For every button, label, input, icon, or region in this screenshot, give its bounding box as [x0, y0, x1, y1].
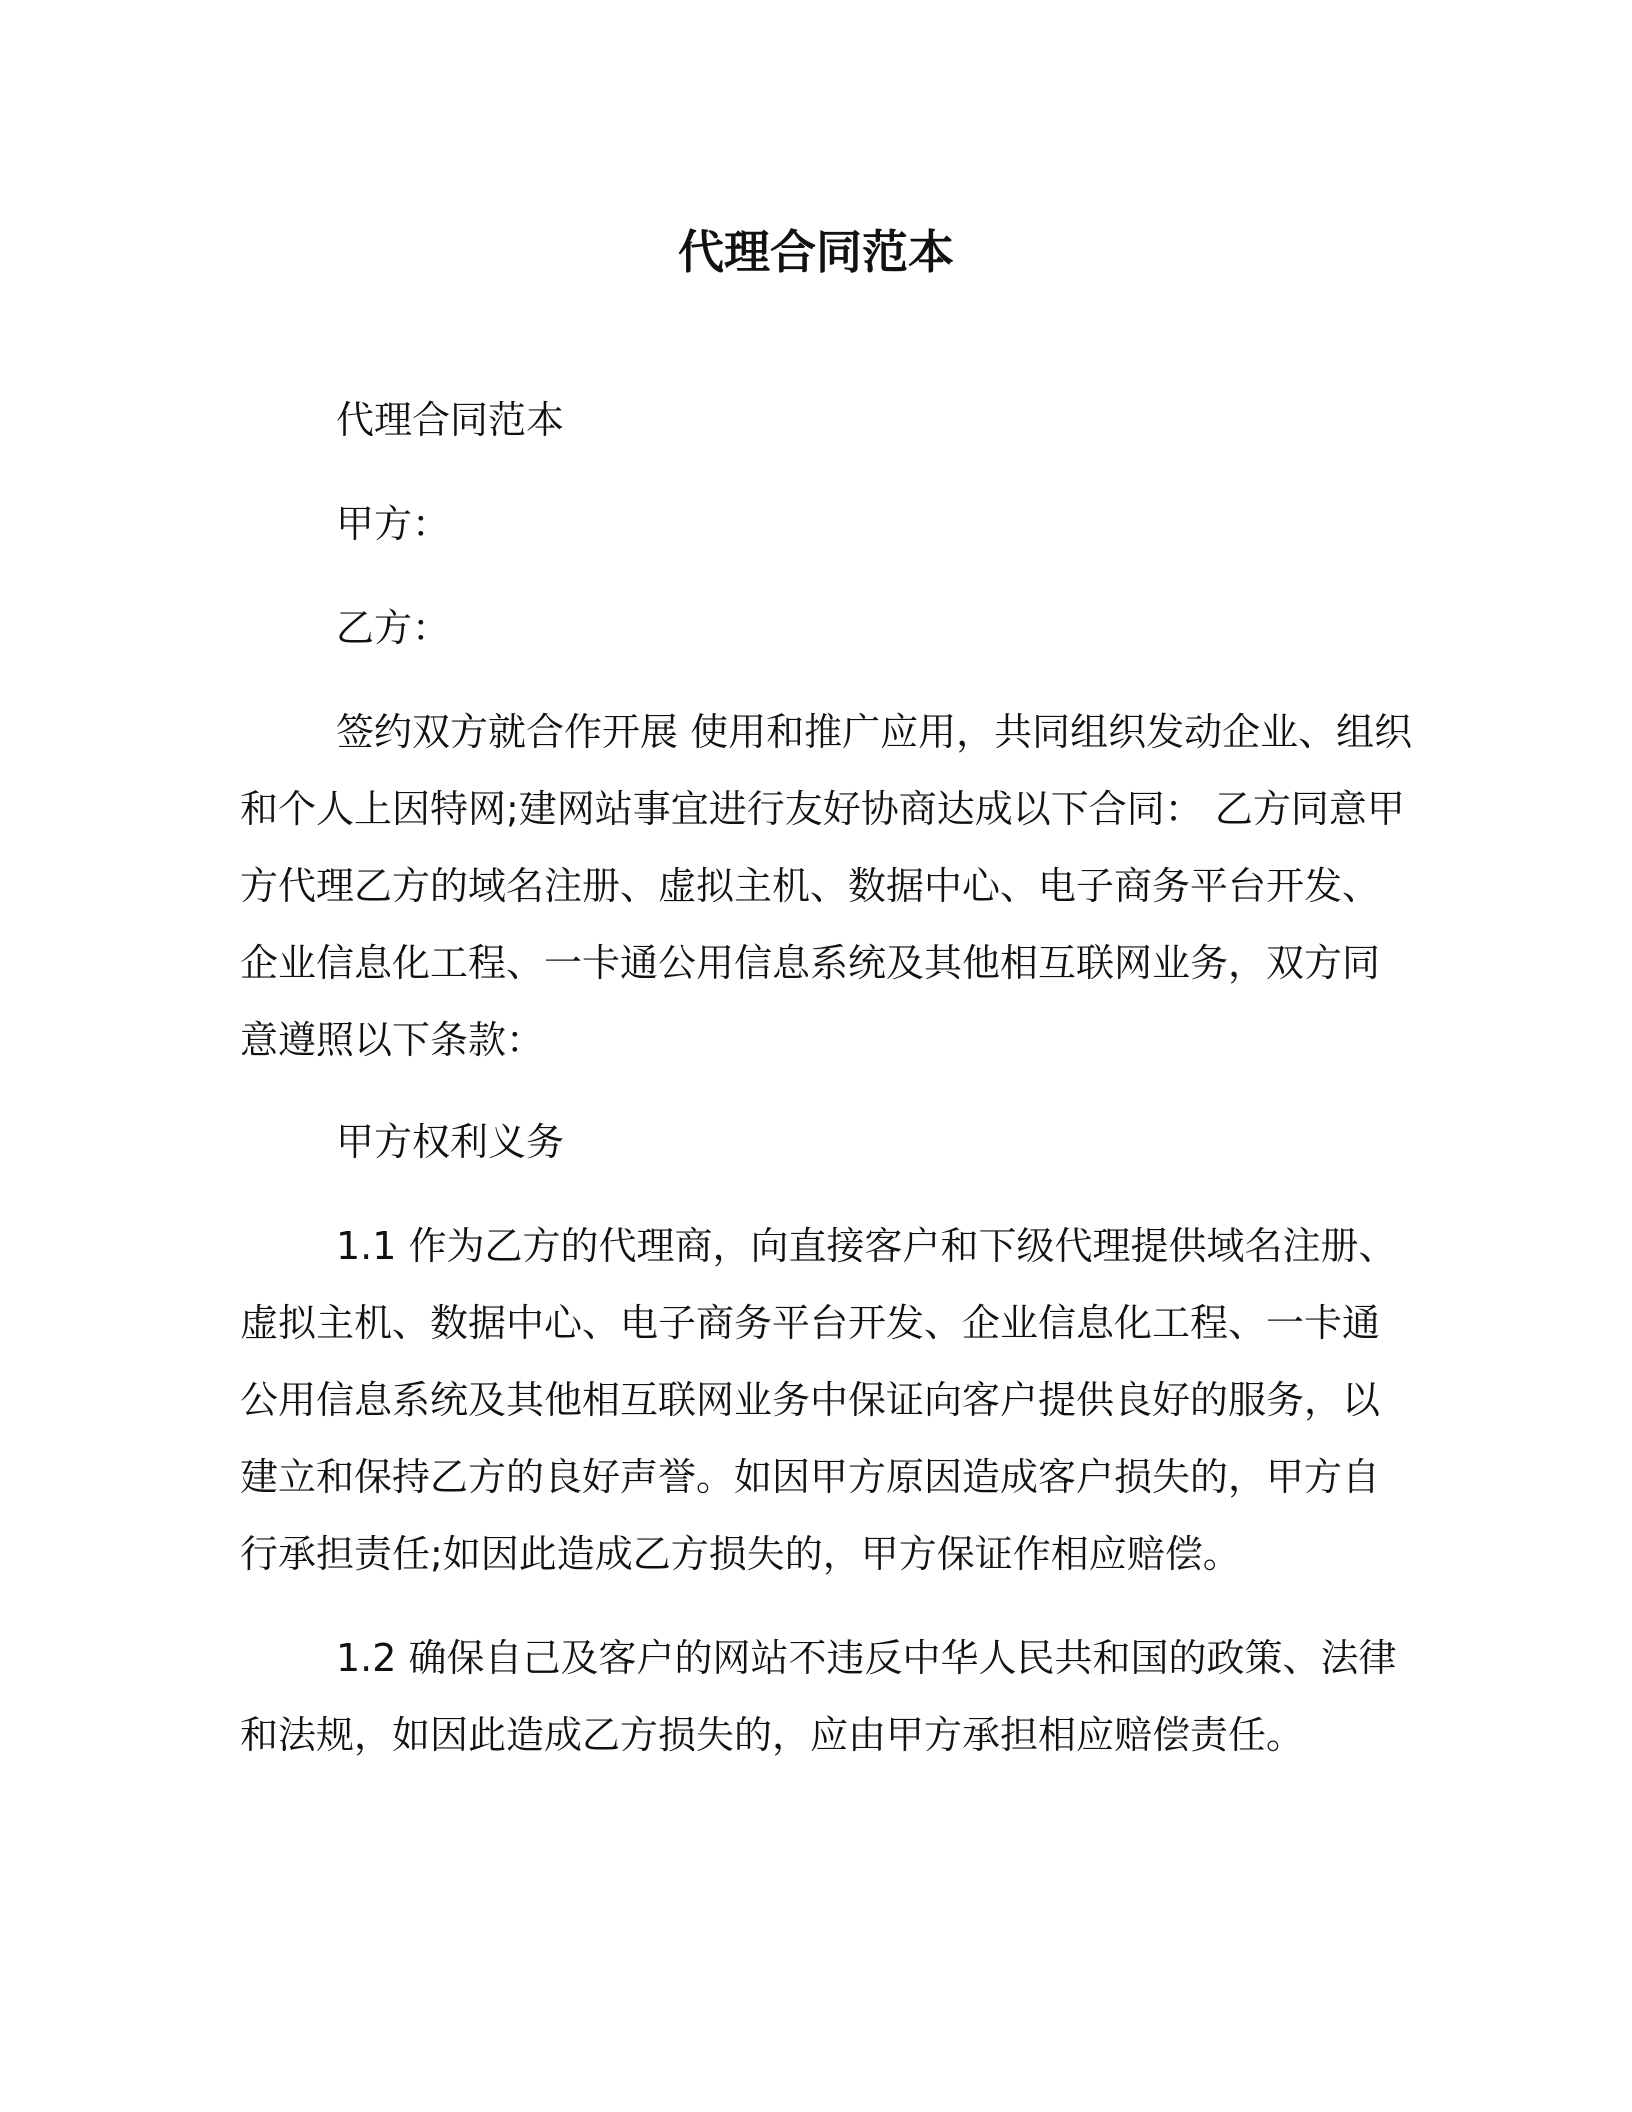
clause-line: 行承担责任;如因此造成乙方损失的，甲方保证作相应赔偿。 — [240, 1532, 1241, 1576]
party-a-block — [240, 486, 1400, 563]
clause-1-1-paragraph — [240, 1208, 1400, 1593]
section-heading: 甲方权利义务 — [336, 1120, 565, 1164]
clause-line: 建立和保持乙方的良好声誉。如因甲方原因造成客户损失的，甲方自 — [240, 1455, 1381, 1499]
party-a-label: 甲方： — [336, 502, 451, 546]
party-b-block — [240, 590, 1400, 667]
clause-line: 1.1 作为乙方的代理商，向直接客户和下级代理提供域名注册、 — [336, 1224, 1397, 1268]
section-heading-block — [240, 1104, 1400, 1181]
contract-subtitle: 代理合同范本 — [336, 398, 565, 442]
intro-line: 方代理乙方的域名注册、虚拟主机、数据中心、电子商务平台开发、 — [240, 864, 1381, 908]
clause-line: 1.2 确保自己及客户的网站不违反中华人民共和国的政策、法律 — [336, 1636, 1397, 1680]
contract-subtitle-block — [240, 382, 1400, 459]
clause-1-2-paragraph — [240, 1620, 1400, 1774]
clause-line: 虚拟主机、数据中心、电子商务平台开发、企业信息化工程、一卡通 — [240, 1301, 1381, 1345]
intro-line: 意遵照以下条款： — [240, 1018, 545, 1062]
intro-line: 和个人上因特网;建网站事宜进行友好协商达成以下合同： 乙方同意甲 — [240, 787, 1405, 831]
document-title: 代理合同范本 — [678, 225, 954, 279]
intro-line: 签约双方就合作开展 使用和推广应用，共同组织发动企业、组织 — [336, 710, 1413, 754]
clause-line: 公用信息系统及其他相互联网业务中保证向客户提供良好的服务，以 — [240, 1378, 1381, 1422]
clause-line: 和法规，如因此造成乙方损失的，应由甲方承担相应赔偿责任。 — [240, 1713, 1305, 1757]
intro-paragraph — [240, 694, 1413, 1079]
party-b-label: 乙方： — [336, 606, 451, 650]
intro-line: 企业信息化工程、一卡通公用信息系统及其他相互联网业务，双方同 — [240, 941, 1381, 985]
